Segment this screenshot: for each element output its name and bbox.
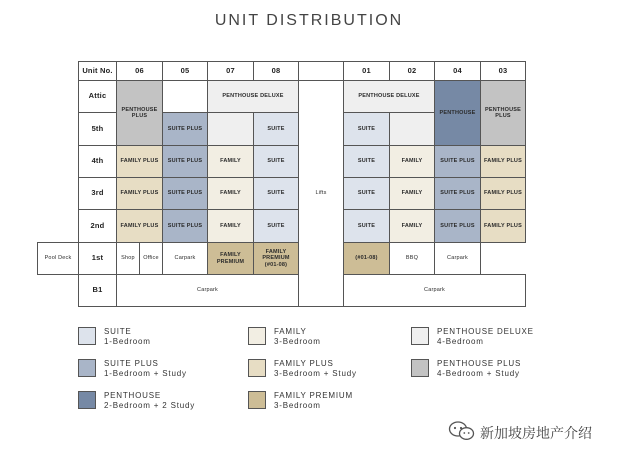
unit-07-3rd-family-label: FAMILY	[220, 190, 241, 197]
unit-04-3rd-suite-plus-label: SUITE PLUS	[440, 190, 475, 197]
unit-04-penthouse-label: PENTHOUSE	[439, 109, 476, 116]
legend-swatch	[78, 327, 96, 345]
row-attic-label: Attic	[88, 91, 107, 101]
unit-01-3rd-suite-label: SUITE	[357, 190, 376, 197]
unit-05-4th-suite-plus	[162, 145, 208, 178]
shop	[116, 242, 140, 275]
legend-name: FAMILY PLUS	[274, 359, 334, 368]
legend-name: FAMILY PREMIUM	[274, 391, 353, 400]
header-03	[480, 61, 526, 81]
unit-04-3rd-suite-plus	[434, 177, 481, 210]
row-4th-label: 4th	[91, 156, 104, 166]
header-01	[343, 61, 390, 81]
unit-04-2nd-suite-plus-label: SUITE PLUS	[440, 222, 475, 229]
row-b1-label: B1	[92, 285, 103, 295]
unit-02-3rd-family-label: FAMILY	[401, 190, 423, 197]
header-unit-no	[78, 61, 117, 81]
legend-name: PENTHOUSE	[104, 391, 161, 400]
unit-07-1st-family-premium-label: FAMILY PREMIUM	[216, 252, 245, 265]
unit-03-3rd-family-plus-label: FAMILY PLUS	[484, 190, 522, 197]
row-2nd	[78, 209, 117, 243]
legend-item-suite-plus	[78, 359, 248, 393]
unit-05-3rd-suite-plus-label: SUITE PLUS	[167, 190, 203, 197]
row-2nd-label: 2nd	[90, 220, 105, 230]
unit-02-4th-family	[389, 145, 435, 178]
legend-name: PENTHOUSE PLUS	[437, 359, 522, 368]
unit-04-4th-suite-plus-label: SUITE PLUS	[440, 158, 475, 165]
pool-deck	[37, 242, 79, 275]
unit-07-2nd-family-label: FAMILY	[220, 222, 241, 229]
unit-06-2nd-family-plus-label: FAMILY PLUS	[120, 222, 159, 229]
unit-02-5th-penthouse-deluxe	[389, 112, 435, 146]
header-04	[434, 61, 481, 81]
legend-swatch	[411, 327, 429, 345]
legend-item-family-premium	[248, 391, 418, 425]
carpark-b1-left	[116, 274, 299, 307]
legend-desc: 4-Bedroom	[437, 337, 484, 346]
unit-05-3rd-suite-plus	[162, 177, 208, 210]
header-02	[389, 61, 435, 81]
header-04-label: 04	[453, 65, 462, 75]
legend-item-suite	[78, 327, 248, 361]
row-5th	[78, 112, 117, 146]
header-05-label: 05	[180, 65, 190, 75]
legend-swatch	[248, 359, 266, 377]
unit-05-5th-suite-plus	[162, 112, 208, 146]
legend-item-penthouse	[78, 391, 248, 425]
unit-04-4th-suite-plus	[434, 145, 481, 178]
carpark-b1-right	[343, 274, 526, 307]
carpark-1st-left	[162, 242, 208, 275]
office-label: Office	[143, 255, 159, 262]
carpark-b1-left-label: Carpark	[197, 287, 218, 294]
row-4th	[78, 145, 117, 178]
legend-desc: 4-Bedroom + Study	[437, 369, 520, 378]
legend-item-penthouse-plus	[411, 359, 581, 393]
header-08	[253, 61, 299, 81]
row-5th-label: 5th	[91, 123, 104, 133]
unit-06-3rd-family-plus	[116, 177, 163, 210]
row-b1	[78, 274, 117, 307]
header-01-label: 01	[362, 65, 371, 75]
legend-desc: 1-Bedroom	[104, 337, 151, 346]
unit-01-08-1st-label: (#01-08)	[355, 255, 378, 262]
legend-swatch	[78, 391, 96, 409]
unit-03-4th-family-plus-label: FAMILY PLUS	[484, 158, 522, 165]
unit-05-2nd-suite-plus	[162, 209, 208, 243]
unit-06-4th-family-plus	[116, 145, 163, 178]
watermark-text: 新加坡房地产介绍	[480, 426, 592, 442]
unit-08-1st-family-premium	[253, 242, 299, 275]
legend-name: PENTHOUSE DELUXE	[437, 327, 534, 336]
unit-06-penthouse-plus-label: PENTHOUSE PLUS	[121, 106, 158, 119]
unit-08-2nd-suite-label: SUITE	[267, 222, 285, 229]
legend-swatch	[248, 327, 266, 345]
unit-01-2nd-suite-label: SUITE	[357, 222, 376, 229]
legend-swatch	[411, 359, 429, 377]
unit-01-08-1st	[343, 242, 390, 275]
carpark-1st-right	[434, 242, 481, 275]
unit-07-3rd-family	[207, 177, 254, 210]
shop-label: Shop	[121, 255, 135, 262]
unit-07-4th-family-label: FAMILY	[220, 158, 241, 165]
unit-05-attic-empty	[162, 80, 208, 113]
unit-03-4th-family-plus	[480, 145, 526, 178]
unit-03-2nd-family-plus-label: FAMILY PLUS	[484, 222, 522, 229]
legend-swatch	[248, 391, 266, 409]
lifts-label: Lifts	[315, 190, 327, 197]
legend-swatch	[78, 359, 96, 377]
unit-01-02-penthouse-deluxe-label: PENTHOUSE DELUXE	[358, 93, 420, 100]
legend-desc: 3-Bedroom	[274, 401, 321, 410]
legend-item-penthouse-deluxe	[411, 327, 581, 361]
unit-07-1st-family-premium	[207, 242, 254, 275]
wechat-icon	[448, 420, 476, 442]
unit-02-3rd-family	[389, 177, 435, 210]
header-blank	[298, 61, 344, 81]
unit-04-2nd-suite-plus	[434, 209, 481, 243]
unit-06-4th-family-plus-label: FAMILY PLUS	[120, 158, 159, 165]
unit-07-08-penthouse-deluxe-label: PENTHOUSE DELUXE	[222, 93, 284, 100]
unit-05-5th-suite-plus-label: SUITE PLUS	[167, 125, 203, 132]
legend-name: SUITE PLUS	[104, 359, 159, 368]
header-05	[162, 61, 208, 81]
row-3rd-label: 3rd	[91, 188, 104, 198]
unit-08-2nd-suite	[253, 209, 299, 243]
legend-desc: 2-Bedroom + 2 Study	[104, 401, 196, 410]
row-attic	[78, 80, 117, 113]
watermark	[448, 420, 613, 442]
bbq-label: BBQ	[405, 255, 419, 262]
legend-desc: 3-Bedroom + Study	[274, 369, 357, 378]
unit-07-4th-family	[207, 145, 254, 178]
unit-03-3rd-family-plus	[480, 177, 526, 210]
unit-04-penthouse	[434, 80, 481, 146]
unit-02-2nd-family	[389, 209, 435, 243]
unit-01-2nd-suite	[343, 209, 390, 243]
unit-01-5th-suite-label: SUITE	[357, 125, 376, 132]
office	[139, 242, 163, 275]
lifts	[298, 80, 344, 307]
unit-08-4th-suite-label: SUITE	[267, 158, 285, 165]
legend-item-family	[248, 327, 418, 361]
header-06	[116, 61, 163, 81]
unit-01-5th-suite	[343, 112, 390, 146]
header-07-label: 07	[226, 65, 235, 75]
unit-08-1st-family-premium-label: FAMILY PREMIUM (#01-08)	[262, 248, 290, 268]
unit-03-penthouse-plus-label: PENTHOUSE PLUS	[484, 106, 522, 119]
row-1st-label: 1st	[91, 253, 104, 263]
unit-08-3rd-suite-label: SUITE	[267, 190, 285, 197]
unit-02-4th-family-label: FAMILY	[401, 158, 423, 165]
unit-08-5th-suite	[253, 112, 299, 146]
unit-06-penthouse-plus	[116, 80, 163, 146]
unit-08-3rd-suite	[253, 177, 299, 210]
header-06-label: 06	[135, 65, 144, 75]
legend-desc: 1-Bedroom + Study	[104, 369, 187, 378]
unit-03-2nd-family-plus	[480, 209, 526, 243]
legend-desc: 3-Bedroom	[274, 337, 321, 346]
unit-01-3rd-suite	[343, 177, 390, 210]
header-unit-no-label: Unit No.	[82, 65, 113, 75]
unit-07-2nd-family	[207, 209, 254, 243]
unit-03-penthouse-plus	[480, 80, 526, 146]
header-03-label: 03	[498, 65, 508, 75]
unit-06-2nd-family-plus	[116, 209, 163, 243]
unit-05-4th-suite-plus-label: SUITE PLUS	[167, 158, 203, 165]
unit-08-5th-suite-label: SUITE	[267, 125, 285, 132]
unit-07-5th-penthouse-deluxe	[207, 112, 254, 146]
pool-deck-label: Pool Deck	[44, 255, 72, 262]
carpark-1st-left-label: Carpark	[174, 255, 196, 262]
legend-name: SUITE	[104, 327, 132, 336]
unit-06-3rd-family-plus-label: FAMILY PLUS	[120, 190, 159, 197]
header-02-label: 02	[407, 65, 417, 75]
legend-item-family-plus	[248, 359, 418, 393]
unit-01-02-penthouse-deluxe	[343, 80, 435, 113]
carpark-b1-right-label: Carpark	[424, 287, 445, 294]
unit-08-4th-suite	[253, 145, 299, 178]
unit-01-4th-suite-label: SUITE	[357, 158, 376, 165]
page-title: UNIT DISTRIBUTION	[214, 12, 404, 29]
unit-01-4th-suite	[343, 145, 390, 178]
header-08-label: 08	[271, 65, 281, 75]
unit-05-2nd-suite-plus-label: SUITE PLUS	[167, 222, 203, 229]
row-1st	[78, 242, 117, 275]
bbq	[389, 242, 435, 275]
legend-name: FAMILY	[274, 327, 307, 336]
header-07	[207, 61, 254, 81]
unit-07-08-penthouse-deluxe	[207, 80, 299, 113]
row-3rd	[78, 177, 117, 210]
unit-02-2nd-family-label: FAMILY	[401, 222, 423, 229]
carpark-1st-right-label: Carpark	[447, 255, 468, 262]
